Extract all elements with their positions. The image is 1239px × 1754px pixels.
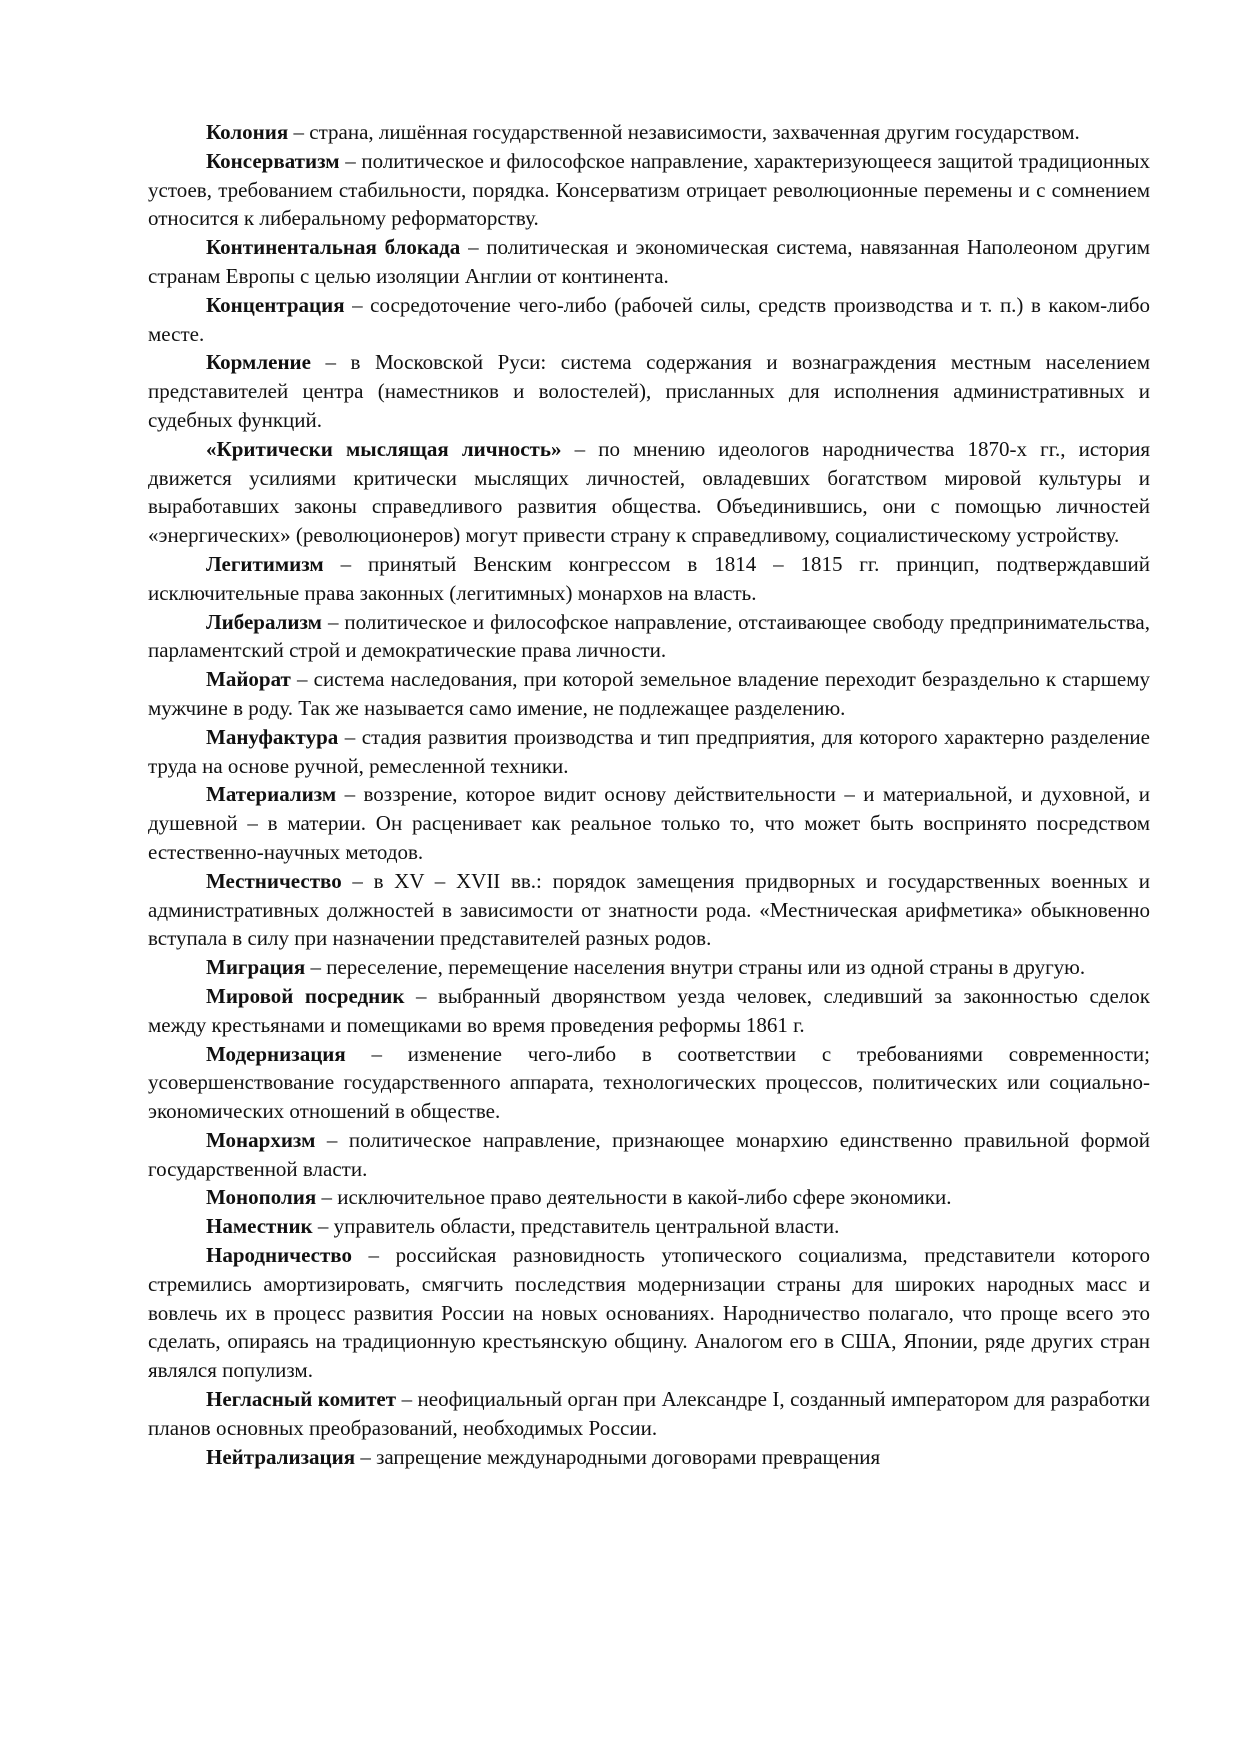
glossary-entry xyxy=(148,291,1150,349)
glossary-term: «Критически мыслящая личность» xyxy=(206,436,562,461)
glossary-entry xyxy=(148,953,1150,982)
glossary-term: Наместник xyxy=(206,1214,313,1239)
glossary-term: Консерватизм xyxy=(206,148,340,173)
glossary-definition: – переселение, перемещение населения внутри страны или из одной страны в другую. xyxy=(310,955,1086,980)
glossary-term: Либерализм xyxy=(206,609,322,634)
glossary-term: Легитимизм xyxy=(206,551,324,576)
glossary-term: Монополия xyxy=(206,1185,317,1210)
glossary-term: Материализм xyxy=(206,782,337,807)
glossary-definition: – стадия развития производства и тип предприятия, для которого характерно разделение труда на основе ручной, ремесленной техники. xyxy=(148,724,1150,778)
glossary-definition: – в XV – XVII вв.: порядок замещения придворных и государственных военных и административных должностей в зависимости от знатности рода. «Местническая арифметика» обыкновенно вступала в силу при назначении представителей разных родов. xyxy=(148,868,1151,951)
glossary-definition: – выбранный дворянством уезда человек, следивший за законностью сделок между крестьянами и помещиками во время проведения реформы 1861 г. xyxy=(148,983,1150,1037)
glossary-definition: – по мнению идеологов народничества 1870-х гг., история движется усилиями критически мыслящих личностей, овладевших богатством мировой культуры и выработавших законы справедливого развития общества. Объединившись, они с помощью личностей «энергических» (революционеров) могут привести страну к справедливому, социалистическому устройству. xyxy=(148,436,1151,548)
glossary-entry xyxy=(148,1183,1150,1212)
glossary-term: Мировой посредник xyxy=(206,983,405,1008)
glossary-definition: – политическое направление, признающее монархию единственно правильной формой государственной власти. xyxy=(148,1127,1151,1181)
glossary-definition: – исключительное право деятельности в какой-либо сфере экономики. xyxy=(321,1185,952,1210)
glossary-definition: – изменение чего-либо в соответствии с требованиями современности; усовершенствование государственного аппарата, технологических процессов, политических или социально-экономических отношений в обществе. xyxy=(148,1041,1151,1124)
glossary-entry xyxy=(148,1040,1150,1126)
glossary-entry xyxy=(148,867,1150,953)
glossary-entry xyxy=(148,435,1150,550)
glossary-entry xyxy=(148,550,1150,608)
glossary-term: Майорат xyxy=(206,667,291,692)
glossary-term: Местничество xyxy=(206,868,342,893)
glossary-definition: – российская разновидность утопического социализма, представители которого стремились амортизировать, смягчить последствия модернизации страны для широких народных масс и вовлечь их в процесс развития России на новых основаниях. Народничество полагало, что проще всего это сделать, опираясь на традиционную крестьянскую общину. Аналогом его в США, Японии, ряде других стран являлся популизм. xyxy=(148,1243,1150,1383)
glossary-definition: – страна, лишённая государственной независимости, захваченная другим государством. xyxy=(293,120,1080,144)
glossary-definition: – политическое и философское направление, характеризующееся защитой традиционных устоев, требованием стабильности, порядка. Консерватизм отрицает революционные перемены и с сомнением относится к либеральному реформаторству. xyxy=(148,148,1151,231)
glossary-term: Континентальная блокада xyxy=(206,235,461,260)
glossary-entry xyxy=(148,1241,1150,1385)
glossary-entry xyxy=(148,982,1150,1040)
glossary-entry xyxy=(148,118,1150,147)
glossary-term: Кормление xyxy=(206,350,311,375)
glossary-entry xyxy=(148,665,1150,723)
glossary-entry xyxy=(148,608,1150,666)
glossary-entry xyxy=(148,1443,1150,1472)
glossary-definition: – воззрение, которое видит основу действительности – и материальной, и духовной, и душевной – в материи. Он расценивает как реальное только то, что может быть воспринято посредством естественно-научных методов. xyxy=(148,782,1151,864)
glossary-entry xyxy=(148,1126,1150,1184)
document-page xyxy=(148,118,1150,1471)
glossary-definition: – политическая и экономическая система, навязанная Наполеоном другим странам Европы с целью изоляции Англии от континента. xyxy=(148,235,1150,288)
glossary-term: Колония xyxy=(206,120,289,144)
glossary-term: Мануфактура xyxy=(206,724,339,749)
glossary-definition: – политическое и философское направление, отстаивающее свободу предпринимательства, парламентский строй и демократические права личности. xyxy=(148,609,1150,663)
glossary-definition: – принятый Венским конгрессом в 1814 – 1815 гг. принцип, подтверждавший исключительные права законных (легитимных) монархов на власть. xyxy=(148,551,1150,605)
glossary-entry xyxy=(148,1385,1150,1443)
glossary-entry xyxy=(148,233,1150,291)
glossary-term: Негласный комитет xyxy=(206,1387,397,1412)
glossary-definition: – сосредоточение чего-либо (рабочей силы, средств производства и т. п.) в каком-либо месте. xyxy=(148,292,1151,346)
glossary-entry xyxy=(148,348,1150,434)
glossary-term: Модернизация xyxy=(206,1041,346,1066)
glossary-term: Концентрация xyxy=(206,292,345,317)
glossary-entry xyxy=(148,723,1150,781)
glossary-entry xyxy=(148,780,1150,866)
glossary-definition: – запрещение международными договорами превращения xyxy=(360,1444,881,1469)
glossary-entry xyxy=(148,1212,1150,1241)
glossary-definition: – управитель области, представитель центральной власти. xyxy=(317,1214,840,1239)
glossary-definition: – система наследования, при которой земельное владение переходит безраздельно к старшему мужчине в роду. Так же называется само имение, не подлежащее разделению. xyxy=(148,667,1151,720)
glossary-entry xyxy=(148,147,1150,233)
glossary-definition: – неофициальный орган при Александре I, созданный императором для разработки планов основных преобразований, необходимых России. xyxy=(148,1387,1151,1440)
glossary-definition: – в Московской Руси: система содержания и вознаграждения местным населением представителей центра (наместников и волостелей), присланных для исполнения административных и судебных функций. xyxy=(148,350,1150,432)
glossary-term: Миграция xyxy=(206,955,306,980)
glossary-term: Монархизм xyxy=(206,1127,316,1152)
glossary-term: Народничество xyxy=(206,1243,352,1268)
glossary-term: Нейтрализация xyxy=(206,1444,356,1469)
